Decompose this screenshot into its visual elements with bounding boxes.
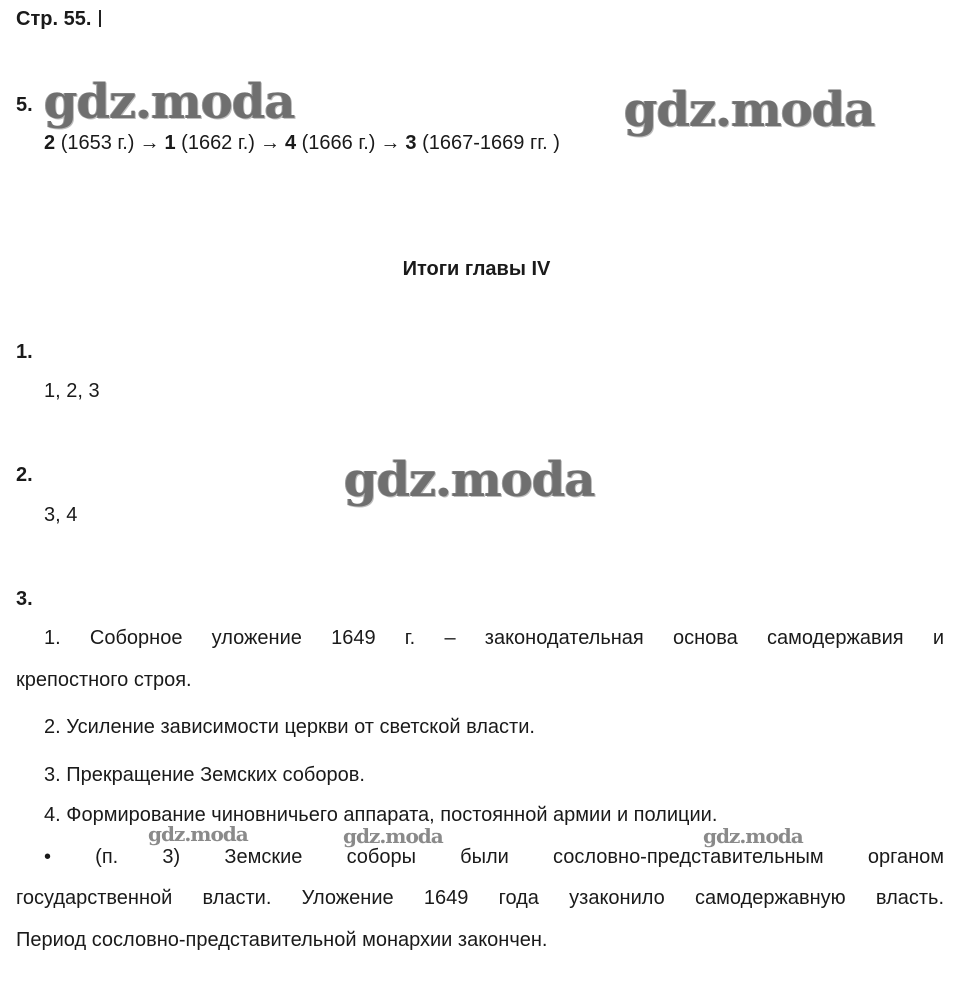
sequence-item-year: (1662 г.)	[181, 132, 255, 154]
paragraph-line: 2. Усиление зависимости церкви от светской власти.	[44, 716, 535, 738]
watermark: gdz.moda	[343, 824, 443, 848]
sequence-item-year: (1653 г.)	[60, 132, 135, 154]
answer-text: 3, 4	[44, 504, 78, 526]
question-number: 1.	[16, 341, 33, 363]
paragraph-line: 4. Формирование чиновничьего аппарата, постоянной армии и полиции.	[44, 804, 718, 826]
paragraph-line: Период сословно-представительной монархии закончен.	[16, 929, 548, 951]
watermark: gdz.moda	[703, 824, 803, 848]
chronology-sequence	[44, 132, 560, 155]
watermark: gdz.moda	[624, 82, 875, 138]
sequence-item-number: 2	[44, 132, 56, 154]
task-number: 5.	[16, 94, 33, 116]
watermark: gdz.moda	[44, 74, 295, 130]
sequence-item-year: (1667-1669 гг. )	[422, 132, 560, 154]
watermark: gdz.moda	[344, 452, 595, 508]
paragraph-line: государственной власти. Уложение 1649 года узаконило самодержавную власть.	[16, 887, 944, 909]
question-number: 2.	[16, 464, 33, 486]
arrow-right-icon: →	[139, 132, 160, 154]
arrow-right-icon: →	[380, 132, 401, 154]
question-number: 3.	[16, 588, 33, 610]
sequence-item-number: 4	[284, 132, 297, 154]
page-header	[16, 8, 101, 31]
paragraph-line: 1. Соборное уложение 1649 г. – законодательная основа самодержавия и	[44, 627, 944, 649]
paragraph-line: 3. Прекращение Земских соборов.	[44, 764, 365, 786]
arrow-right-icon: →	[259, 132, 280, 154]
watermark: gdz.moda	[148, 822, 248, 846]
answer-text: 1, 2, 3	[44, 380, 100, 402]
text-cursor-icon	[99, 10, 101, 27]
paragraph-line: крепостного строя.	[16, 669, 192, 691]
sequence-item-year: (1666 г.)	[301, 132, 376, 154]
sequence-item-number: 1	[164, 132, 176, 154]
page-title: Стр. 55.	[16, 8, 92, 30]
paragraph-line: • (п. 3) Земские соборы были сословно-представительным органом	[44, 846, 944, 868]
sequence-item-number: 3	[405, 132, 417, 154]
chapter-title: Итоги главы IV	[402, 258, 551, 280]
